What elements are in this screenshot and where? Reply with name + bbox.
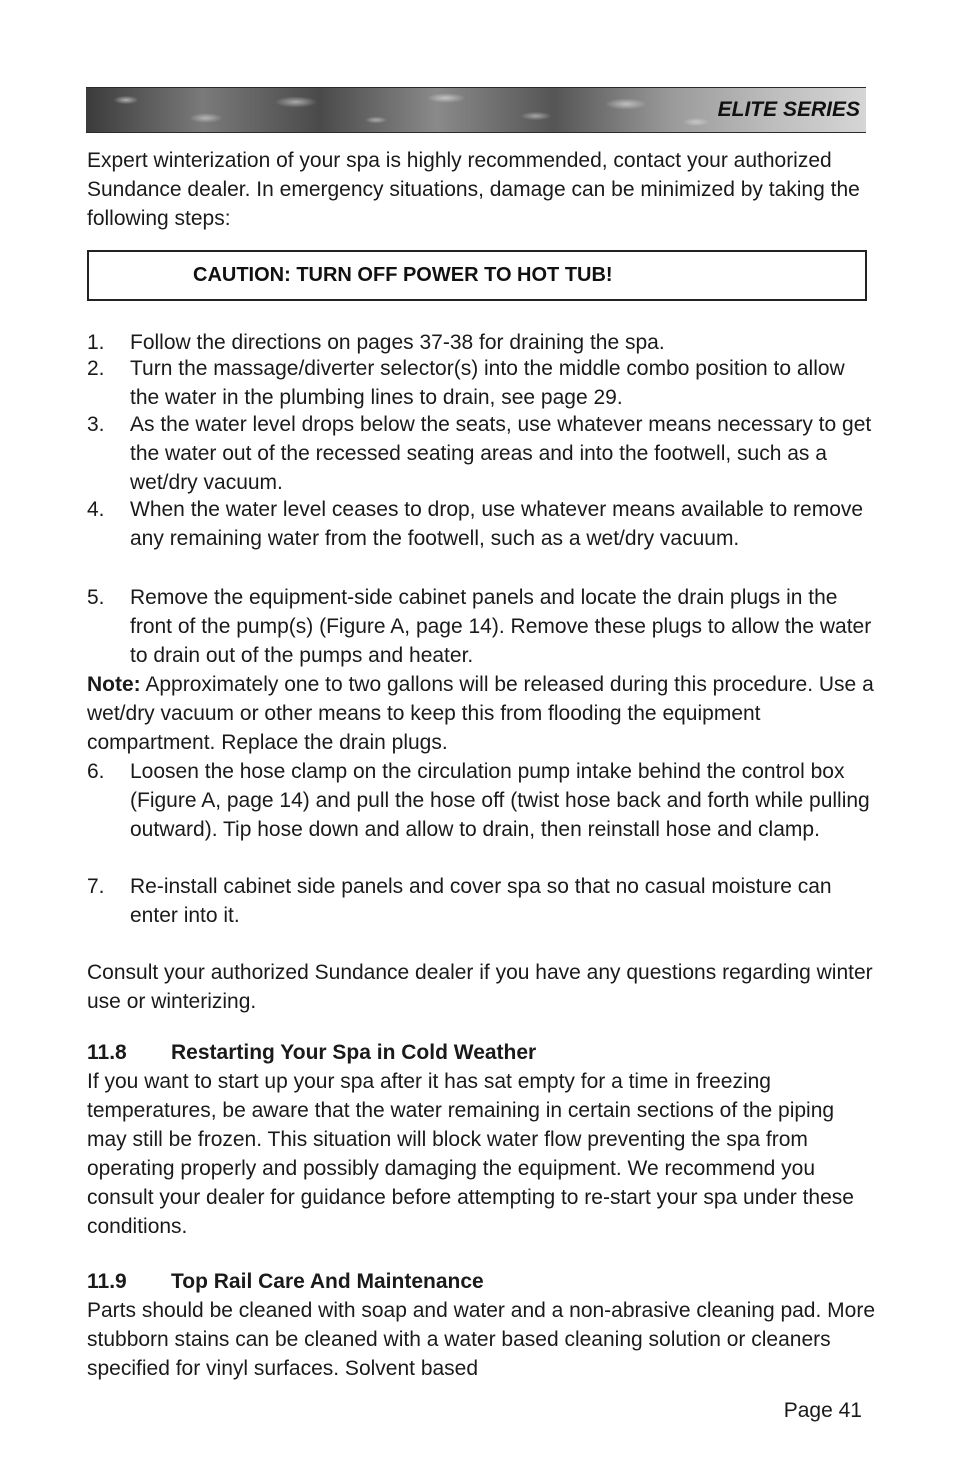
list-item bbox=[87, 495, 877, 553]
caution-text: CAUTION: TURN OFF POWER TO HOT TUB! bbox=[193, 264, 613, 286]
section-title: Top Rail Care And Maintenance bbox=[171, 1270, 484, 1293]
list-item bbox=[87, 328, 877, 357]
header-banner bbox=[86, 87, 866, 133]
note-paragraph bbox=[87, 670, 877, 757]
step-text: Re-install cabinet side panels and cover spa so that no casual moisture can enter into it. bbox=[130, 875, 832, 927]
section-number: 11.9 bbox=[87, 1270, 127, 1293]
page-number: Page 41 bbox=[783, 1399, 862, 1422]
section-heading-11-9 bbox=[87, 1267, 484, 1296]
step-number: 1. bbox=[87, 331, 105, 354]
step-text: Follow the directions on pages 37-38 for draining the spa. bbox=[130, 331, 665, 354]
step-number: 2. bbox=[87, 357, 105, 380]
step-text: Remove the equipment-side cabinet panels and locate the drain plugs in the front of the pump(s) (Figure A, page 14). Remove these plugs to allow the water to drain out of the pumps and heater. bbox=[130, 586, 872, 667]
list-item bbox=[87, 872, 877, 930]
consult-paragraph: Consult your authorized Sundance dealer if you have any questions regarding winter use or winterizing. bbox=[87, 961, 873, 1013]
caution-box bbox=[87, 250, 867, 301]
section-heading-11-8 bbox=[87, 1038, 536, 1067]
step-number: 5. bbox=[87, 586, 105, 609]
step-number: 6. bbox=[87, 760, 105, 783]
section-number: 11.8 bbox=[87, 1041, 127, 1064]
intro-paragraph: Expert winterization of your spa is highly recommended, contact your authorized Sundance dealer. In emergency situations, damage can be minimized by taking the following steps: bbox=[87, 149, 860, 230]
section-body-11-9: Parts should be cleaned with soap and water and a non-abrasive cleaning pad. More stubborn stains can be cleaned with a water based cleaning solution or cleaners specified for vinyl surfaces. Solvent based bbox=[87, 1299, 876, 1380]
step-number: 7. bbox=[87, 875, 105, 898]
list-item bbox=[87, 757, 877, 844]
list-item bbox=[87, 583, 877, 670]
step-text: Turn the massage/diverter selector(s) into the middle combo position to allow the water in the plumbing lines to drain, see page 29. bbox=[130, 357, 845, 409]
list-item bbox=[87, 410, 877, 497]
list-item bbox=[87, 354, 877, 412]
step-text: Loosen the hose clamp on the circulation pump intake behind the control box (Figure A, page 14) and pull the hose off (twist hose back and forth while pulling outward). Tip hose down and allow to drain, then reinstall hose and clamp. bbox=[130, 760, 870, 841]
step-number: 4. bbox=[87, 498, 105, 521]
step-text: As the water level drops below the seats, use whatever means necessary to get the water out of the recessed seating areas and into the footwell, such as a wet/dry vacuum. bbox=[130, 413, 872, 494]
series-label: ELITE SERIES bbox=[717, 98, 860, 121]
section-body-11-8: If you want to start up your spa after it has sat empty for a time in freezing temperatures, be aware that the water remaining in certain sections of the piping may still be frozen. This situation will block water flow preventing the spa from operating properly and possibly damaging the equipment. We recommend you consult your dealer for guidance before attempting to re-start your spa under these conditions. bbox=[87, 1070, 854, 1238]
section-title: Restarting Your Spa in Cold Weather bbox=[171, 1041, 537, 1064]
note-text: Approximately one to two gallons will be released during this procedure. Use a wet/dry vacuum or other means to keep this from flooding the equipment compartment. Replace the drain plugs. bbox=[87, 673, 874, 754]
note-label: Note: bbox=[87, 673, 141, 696]
step-text: When the water level ceases to drop, use whatever means available to remove any remaining water from the footwell, such as a wet/dry vacuum. bbox=[130, 498, 864, 550]
step-number: 3. bbox=[87, 413, 105, 436]
